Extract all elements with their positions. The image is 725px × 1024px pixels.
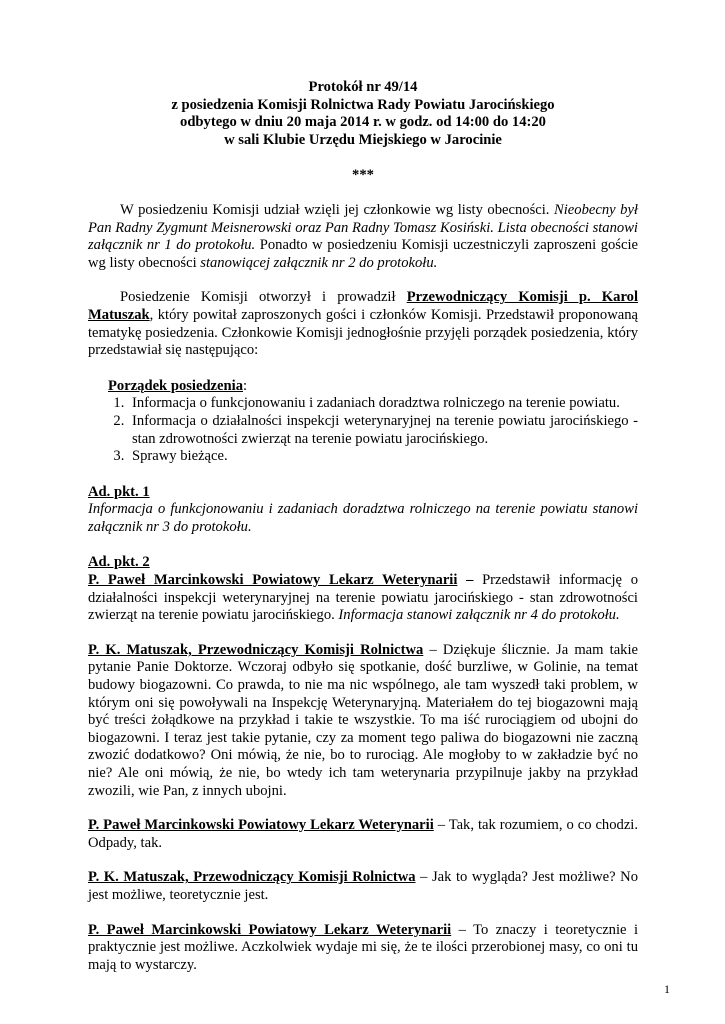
speaker-name: P. K. Matuszak, Przewodniczący Komisji Rolnictwa xyxy=(88,869,416,886)
dialogue-entry xyxy=(88,817,638,852)
statement-text: – Jak to wygląda? Jest możliwe? No jest możliwe, teoretycznie jest. xyxy=(88,869,638,903)
chairman-name: Przewodniczący Komisji p. Karol Matuszak xyxy=(88,289,639,323)
opening-paragraph xyxy=(88,289,638,359)
section-heading: Ad. pkt. 1 xyxy=(88,483,150,500)
agenda-item: 1. Informacja o funkcjonowaniu i zadaniach doradztwa rolniczego na terenie powiatu. xyxy=(128,395,638,413)
agenda-item: 2. Informacja o działalności inspekcji weterynaryjnej na terenie powiatu jarocińskiego - stan zdrowotności zwierząt na terenie powiatu jarocińskiego. xyxy=(128,413,638,448)
guests-text: Ponadto w posiedzeniu Komisji uczestniczyli zaproszeni goście wg listy obecności xyxy=(88,237,638,271)
guests-attachment-note: stanowiącej załącznik nr 2 do protokołu. xyxy=(200,254,438,271)
speaker-name: P. Paweł Marcinkowski Powiatowy Lekarz Weterynarii xyxy=(88,817,434,834)
dialogue-entry xyxy=(88,642,638,800)
page-number: 1 xyxy=(664,982,670,996)
dialogue-entry xyxy=(88,922,638,975)
document-title xyxy=(88,79,638,149)
section-pkt-2 xyxy=(88,554,638,624)
statement-text: Przedstawił informację o działalności inspekcji weterynaryjnej na terenie powiatu jarocińskiego - stan zdrowotności zwierząt na terenie powiatu jarocińskiego. xyxy=(88,572,639,624)
agenda-colon: : xyxy=(243,377,248,394)
title-line-4: w sali Klubie Urzędu Miejskiego w Jarocinie xyxy=(224,131,502,148)
title-line-2: z posiedzenia Komisji Rolnictwa Rady Powiatu Jarocińskiego xyxy=(171,96,555,113)
speaker-name: P. Paweł Marcinkowski Powiatowy Lekarz Weterynarii xyxy=(88,921,452,938)
absence-note: Nieobecny był Pan Radny Zygmunt Meisnerowski oraz Pan Radny Tomasz Kosiński. Lista obecności stanowi załącznik nr 1 do protokołu. xyxy=(88,201,638,254)
opening-text: Posiedzenie Komisji otworzył i prowadził xyxy=(120,289,407,306)
agenda-heading xyxy=(108,378,638,396)
section-pkt-1 xyxy=(88,484,638,537)
section-text xyxy=(88,572,638,625)
section-heading: Ad. pkt. 2 xyxy=(88,554,150,571)
agenda-item: 3. Sprawy bieżące. xyxy=(128,448,638,466)
separator: *** xyxy=(352,167,374,184)
attachment-note: Informacja stanowi załącznik nr 4 do protokołu. xyxy=(338,607,620,624)
statement-text: – Dziękuje ślicznie. Ja mam takie pytanie Panie Doktorze. Wczoraj odbyło się spotkanie, dość burzliwe, w Golinie, na temat budowy biogazowni. Co prawda, to nie ma nic wspólnego, ale tam wyszedł taki problem, w którym oni się powoływali na Inspekcję Weterynaryjną. Materiałem do tej biogazowni mają być treści żołądkowe na przykład i takie te wszystkie. To ma iść rurociągiem od ubojni do biogazowni. I teraz jest takie pytanie, czy za moment tego paliwa do biogazowni nie zaczną zwozić dodatkowo? Oni mówią, że nie, bo to rurociąg. Ale mogłoby to w zakładzie być no nie? Ale oni mówią, że nie, bo wtedy ich tam weterynaria przypilnuje jakby na przykład zwozili, wie Pan, z innych ubojni. xyxy=(88,641,638,799)
agenda xyxy=(88,378,638,466)
title-line-1: Protokół nr 49/14 xyxy=(308,79,418,95)
title-line-3: odbytego w dniu 20 maja 2014 r. w godz. od 14:00 do 14:20 xyxy=(180,114,546,131)
statement-text: – Tak, tak rozumiem, o co chodzi. Odpady, tak. xyxy=(88,817,638,851)
dialogue-entry xyxy=(88,869,638,904)
attendance-paragraph xyxy=(88,202,638,272)
attendance-text: W posiedzeniu Komisji udział wzięli jej członkowie wg listy obecności. xyxy=(120,201,554,218)
agenda-list xyxy=(108,395,638,465)
opening-text-rest: , który powitał zaproszonych gości i członków Komisji. Przedstawił proponowaną tematykę posiedzenia. Członkowie Komisji jednogłośnie przyjęli porządek posiedzenia, który przedstawiał się następująco: xyxy=(88,306,638,359)
section-text xyxy=(88,501,638,536)
agenda-title: Porządek posiedzenia xyxy=(108,377,243,394)
section-text-italic: Informacja o funkcjonowaniu i zadaniach doradztwa rolniczego na terenie powiatu stanowi załącznik nr 3 do protokołu. xyxy=(88,501,638,535)
speaker-name: P. Paweł Marcinkowski Powiatowy Lekarz Weterynarii xyxy=(88,572,458,589)
statement-text: – To znaczy i teoretycznie i praktycznie jest możliwe. Aczkolwiek wydaje mi się, że te ilości przerobionej masy, co oni tu mają to wystarczy. xyxy=(88,921,639,973)
speaker-name: P. K. Matuszak, Przewodniczący Komisji Rolnictwa xyxy=(88,641,424,658)
speaker-dash: – xyxy=(457,572,483,589)
